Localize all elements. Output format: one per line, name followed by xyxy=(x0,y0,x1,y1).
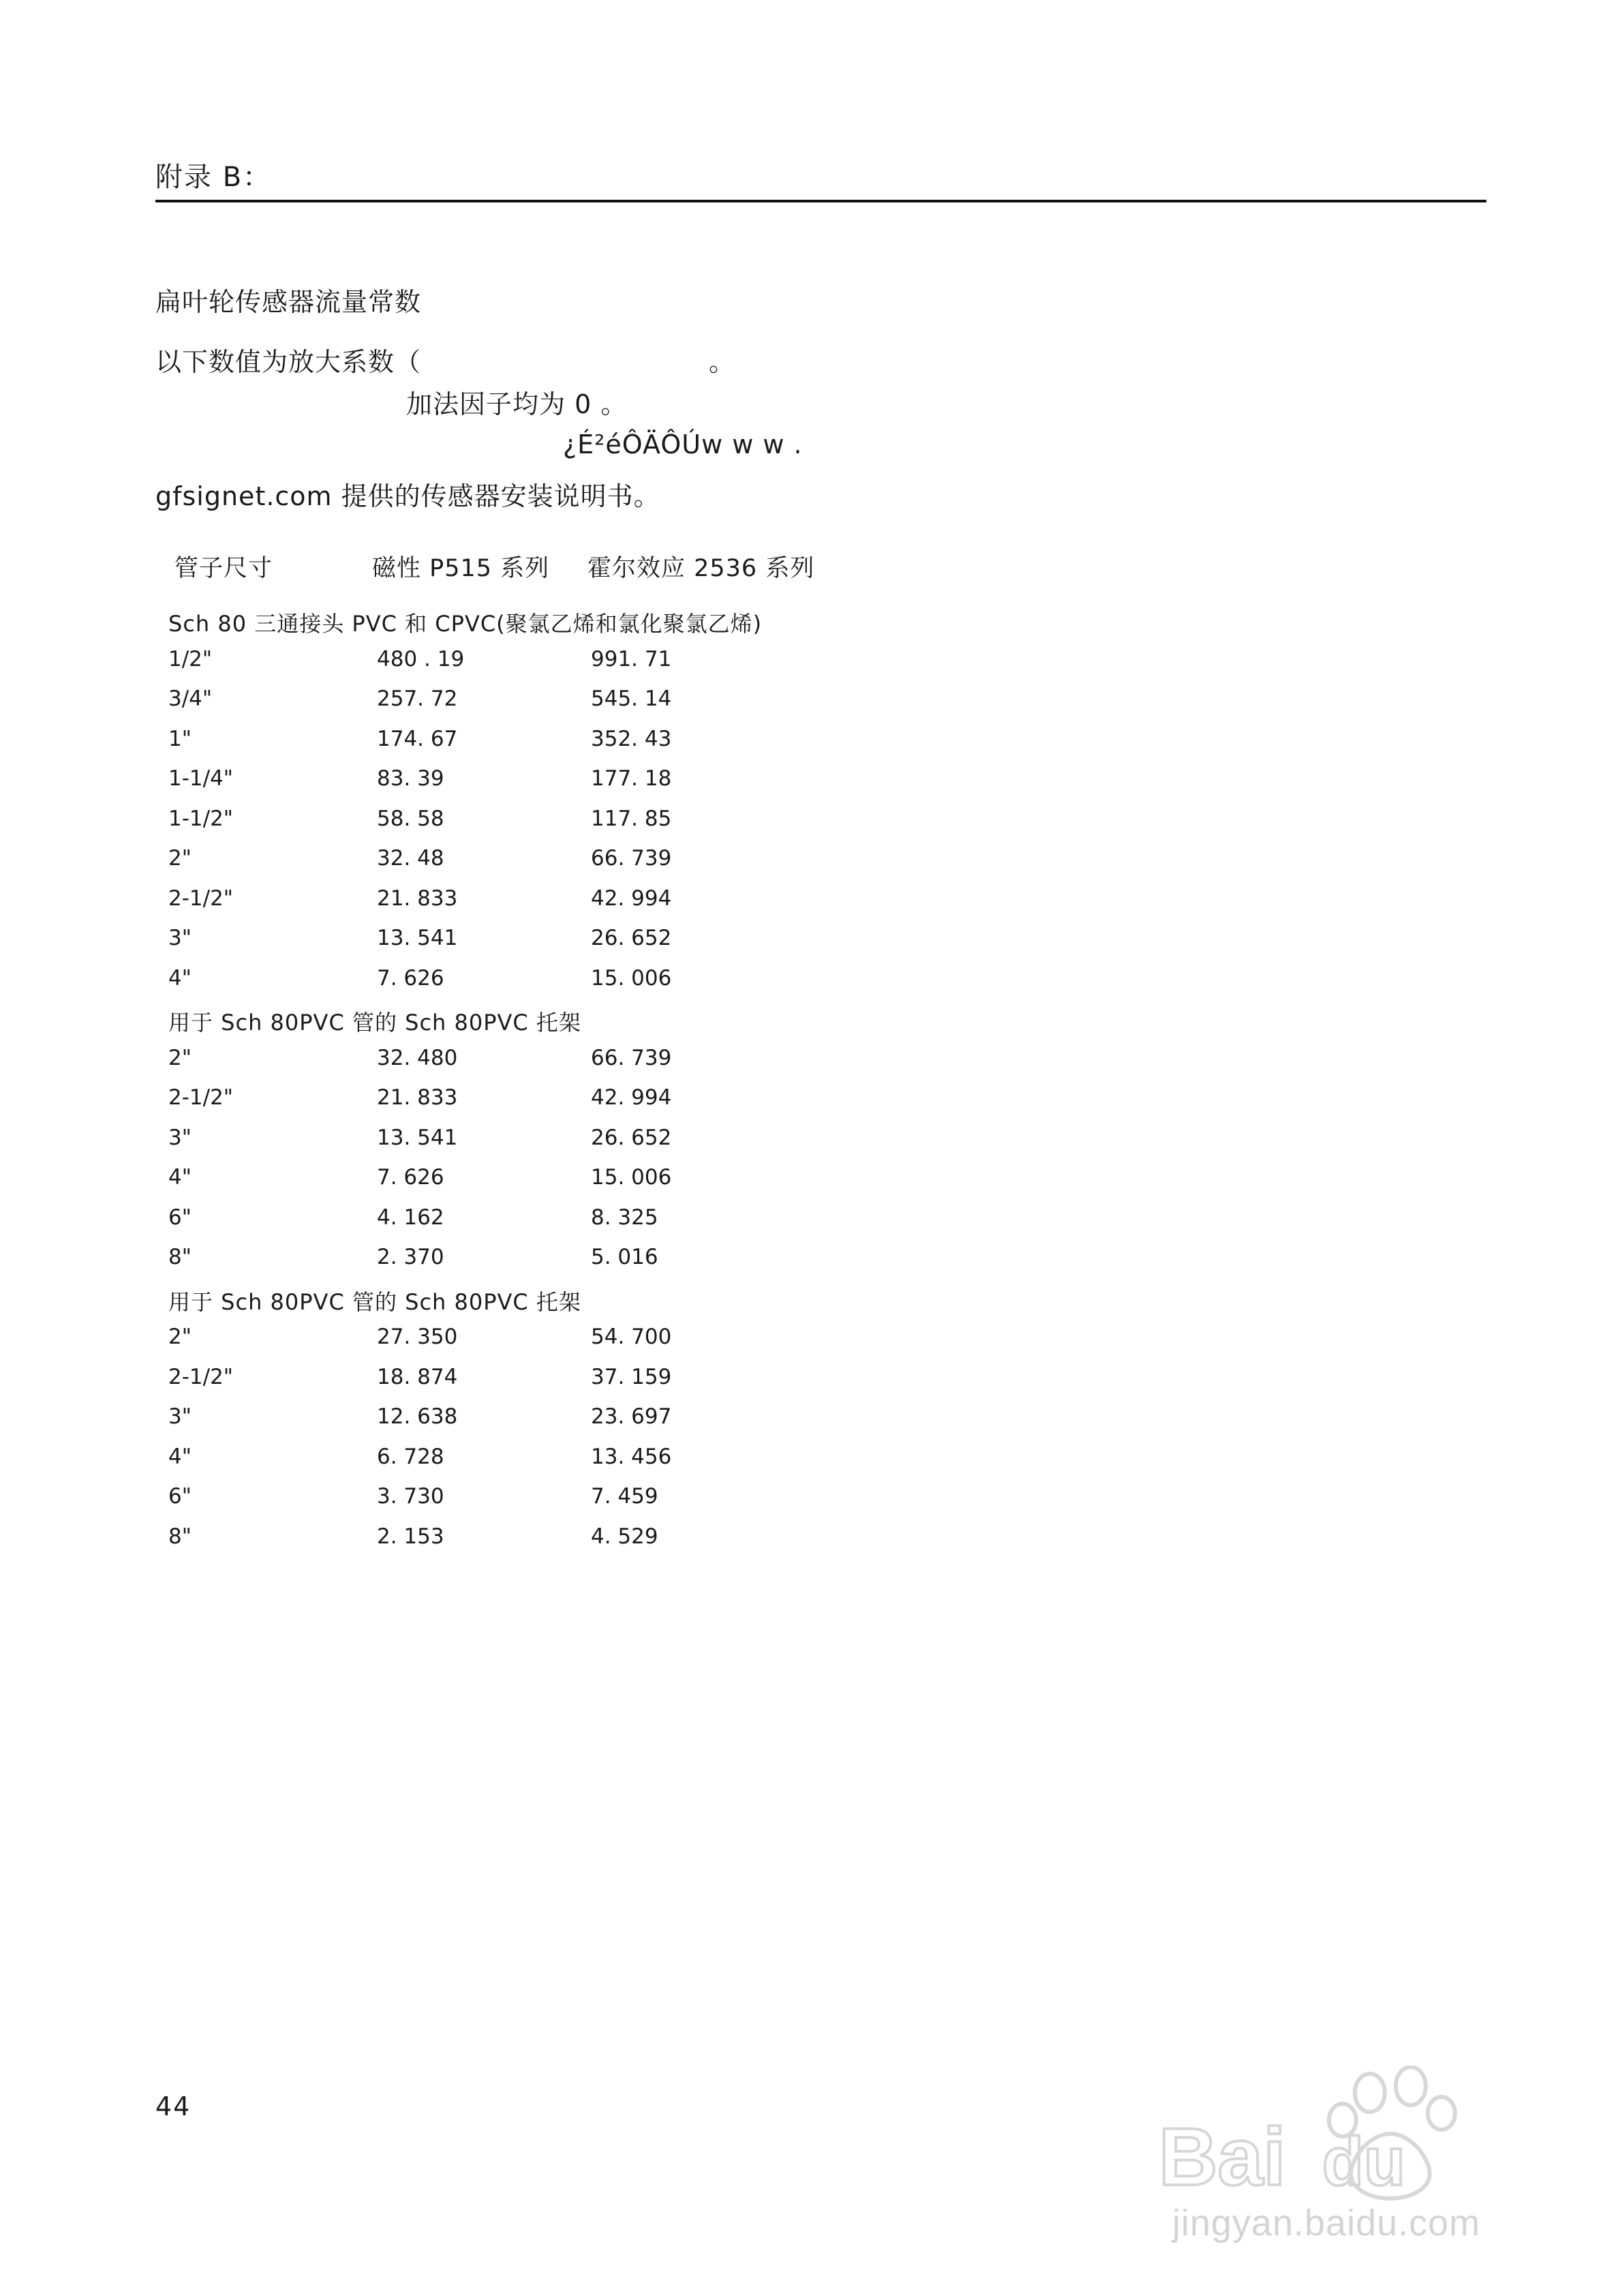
pipe-size-cell: 2" xyxy=(168,1045,192,1070)
table-row xyxy=(0,1365,954,1399)
pipe-size-cell: 2-1/2" xyxy=(168,1364,234,1389)
group-title: 用于 Sch 80PVC 管的 Sch 80PVC 托架 xyxy=(168,1010,581,1036)
table-row xyxy=(0,1445,954,1479)
table-row xyxy=(0,1404,954,1438)
header-divider xyxy=(155,200,1486,202)
column-header-hall: 霍尔效应 2536 系列 xyxy=(587,555,815,582)
table-row xyxy=(0,727,954,761)
table-row xyxy=(0,926,954,960)
hall-value-cell: 991. 71 xyxy=(591,646,672,671)
hall-value-cell: 5. 016 xyxy=(591,1245,658,1269)
pipe-size-cell: 2" xyxy=(168,1325,192,1349)
magnetic-value-cell: 2. 370 xyxy=(377,1245,444,1269)
table-row xyxy=(0,846,954,880)
table-row xyxy=(0,686,954,721)
table-row xyxy=(0,1085,954,1119)
hall-value-cell: 15. 006 xyxy=(591,1165,672,1190)
intro-line-3: ¿É²éÔÄÔÚw w w . xyxy=(563,429,803,459)
hall-value-cell: 7. 459 xyxy=(591,1484,658,1509)
magnetic-value-cell: 13. 541 xyxy=(377,1125,458,1150)
pipe-size-cell: 6" xyxy=(168,1205,192,1230)
hall-value-cell: 117. 85 xyxy=(591,806,672,831)
page-number: 44 xyxy=(155,2091,192,2121)
magnetic-value-cell: 2. 153 xyxy=(377,1524,444,1549)
pipe-size-cell: 2" xyxy=(168,846,192,871)
pipe-size-cell: 1-1/4" xyxy=(168,766,234,791)
magnetic-value-cell: 32. 48 xyxy=(377,846,444,871)
watermark-url: jingyan.baidu.com xyxy=(1172,2203,1481,2244)
magnetic-value-cell: 7. 626 xyxy=(377,1165,444,1190)
magnetic-value-cell: 83. 39 xyxy=(377,766,444,791)
table-row xyxy=(0,966,954,1000)
pipe-size-cell: 4" xyxy=(168,1165,192,1190)
hall-value-cell: 54. 700 xyxy=(591,1325,672,1349)
hall-value-cell: 8. 325 xyxy=(591,1205,658,1230)
table-row xyxy=(0,647,954,681)
hall-value-cell: 66. 739 xyxy=(591,1045,672,1070)
pipe-size-cell: 3" xyxy=(168,1404,192,1429)
magnetic-value-cell: 21. 833 xyxy=(377,1085,458,1110)
hall-value-cell: 352. 43 xyxy=(591,726,672,751)
pipe-size-cell: 1/2" xyxy=(168,646,213,671)
column-header-magnetic: 磁性 P515 系列 xyxy=(372,555,550,582)
intro-line-2: 加法因子均为 0 。 xyxy=(406,389,628,419)
magnetic-value-cell: 21. 833 xyxy=(377,886,458,911)
hall-value-cell: 26. 652 xyxy=(591,1125,672,1150)
section-title: 扁叶轮传感器流量常数 xyxy=(155,287,422,317)
pipe-size-cell: 8" xyxy=(168,1524,192,1549)
table-row xyxy=(0,1524,954,1558)
table-row xyxy=(0,1245,954,1279)
table-row xyxy=(0,1484,954,1518)
svg-text:du: du xyxy=(1322,2124,1406,2200)
table-row xyxy=(0,766,954,800)
table-row xyxy=(0,1046,954,1080)
table-row xyxy=(0,1325,954,1359)
magnetic-value-cell: 7. 626 xyxy=(377,965,444,991)
pipe-size-cell: 6" xyxy=(168,1484,192,1509)
hall-value-cell: 37. 159 xyxy=(591,1364,672,1389)
hall-value-cell: 4. 529 xyxy=(591,1524,658,1549)
pipe-size-cell: 3" xyxy=(168,926,192,950)
group-title: 用于 Sch 80PVC 管的 Sch 80PVC 托架 xyxy=(168,1288,581,1315)
pipe-size-cell: 4" xyxy=(168,965,192,991)
pipe-size-cell: 4" xyxy=(168,1444,192,1469)
intro-line-1-end: 。 xyxy=(709,347,736,377)
intro-line-4: gfsignet.com 提供的传感器安装说明书。 xyxy=(155,481,660,511)
hall-value-cell: 13. 456 xyxy=(591,1444,672,1469)
table-row xyxy=(0,1165,954,1199)
magnetic-value-cell: 6. 728 xyxy=(377,1444,444,1469)
table-row xyxy=(0,806,954,841)
hall-value-cell: 26. 652 xyxy=(591,926,672,950)
magnetic-value-cell: 27. 350 xyxy=(377,1325,458,1349)
table-row xyxy=(0,886,954,920)
pipe-size-cell: 3" xyxy=(168,1125,192,1150)
hall-value-cell: 545. 14 xyxy=(591,686,672,711)
page-header-title: 附录 B： xyxy=(155,162,272,193)
pipe-size-cell: 2-1/2" xyxy=(168,1085,234,1110)
pipe-size-cell: 2-1/2" xyxy=(168,886,234,911)
hall-value-cell: 177. 18 xyxy=(591,766,672,791)
hall-value-cell: 42. 994 xyxy=(591,1085,672,1110)
group-title: Sch 80 三通接头 PVC 和 CPVC(聚氯乙烯和氯化聚氯乙烯) xyxy=(168,611,763,637)
table-row xyxy=(0,1126,954,1160)
hall-value-cell: 66. 739 xyxy=(591,846,672,871)
hall-value-cell: 42. 994 xyxy=(591,886,672,911)
magnetic-value-cell: 257. 72 xyxy=(377,686,458,711)
intro-line-1: 以下数值为放大系数（ xyxy=(155,347,422,377)
magnetic-value-cell: 174. 67 xyxy=(377,726,458,751)
magnetic-value-cell: 58. 58 xyxy=(377,806,444,831)
baidu-paw-logo xyxy=(1159,2066,1595,2284)
svg-text:Bai: Bai xyxy=(1159,2111,1286,2203)
magnetic-value-cell: 3. 730 xyxy=(377,1484,444,1509)
magnetic-value-cell: 32. 480 xyxy=(377,1045,458,1070)
magnetic-value-cell: 12. 638 xyxy=(377,1404,458,1429)
table-row xyxy=(0,1205,954,1239)
pipe-size-cell: 8" xyxy=(168,1245,192,1269)
hall-value-cell: 23. 697 xyxy=(591,1404,672,1429)
pipe-size-cell: 1-1/2" xyxy=(168,806,234,831)
column-header-pipe-size: 管子尺寸 xyxy=(174,555,273,582)
magnetic-value-cell: 4. 162 xyxy=(377,1205,444,1230)
magnetic-value-cell: 18. 874 xyxy=(377,1364,458,1389)
magnetic-value-cell: 480 . 19 xyxy=(377,646,465,671)
pipe-size-cell: 3/4" xyxy=(168,686,213,711)
pipe-size-cell: 1" xyxy=(168,726,192,751)
hall-value-cell: 15. 006 xyxy=(591,965,672,991)
magnetic-value-cell: 13. 541 xyxy=(377,926,458,950)
